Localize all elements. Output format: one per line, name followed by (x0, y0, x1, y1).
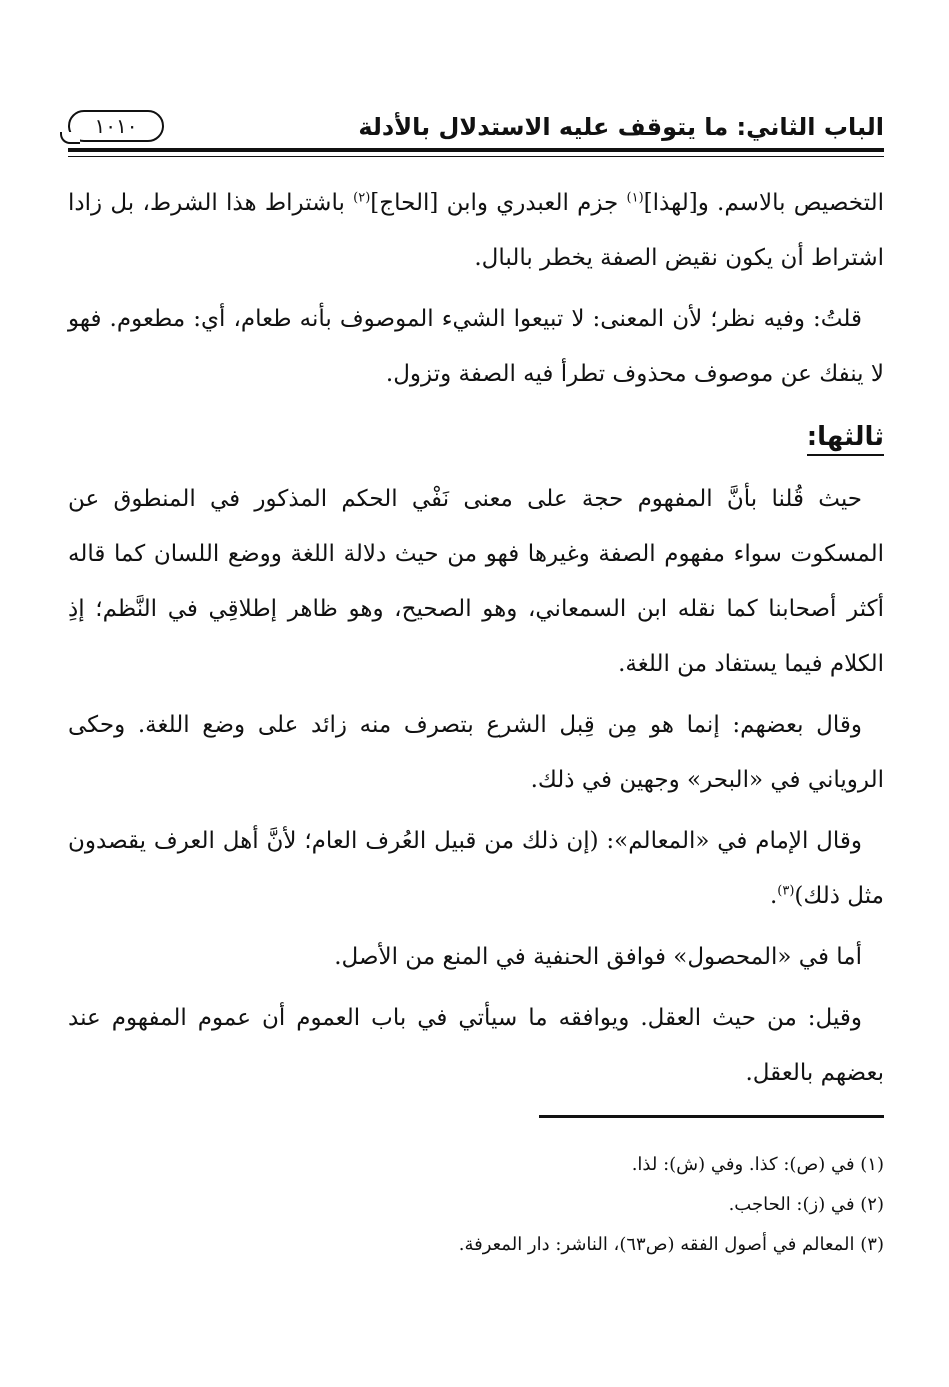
paragraph: قلتُ: وفيه نظر؛ لأن المعنى: لا تبيعوا الشيء الموصوف بأنه طعام، أي: مطعوم. فهو لا ينفك عن موصوف محذوف تطرأ فيه الصفة وتزول. (68, 306, 884, 387)
section-heading-text: ثالثها: (807, 422, 884, 456)
footnote-marker: (٣) (777, 883, 795, 899)
paragraph-text: التخصيص بالاسم. و[لهذا] (643, 190, 884, 216)
header-rule-thin (68, 156, 884, 157)
paragraph (68, 814, 884, 924)
footnote-separator (539, 1115, 884, 1118)
footnote: (٢) في (ز): الحاجب. (728, 1194, 884, 1215)
footnote-marker: (١) (626, 190, 644, 206)
paragraph-text: . (769, 883, 778, 909)
footnote: (١) في (ص): كذا. وفي (ش): لذا. (631, 1154, 884, 1175)
paragraph-text: وقال الإمام في «المعالم»: (إن ذلك من قبيل العُرف العام؛ لأنَّ أهل العرف يقصدون مثل ذلك) (68, 828, 884, 909)
footnote-marker: (٢) (353, 190, 371, 206)
section-heading (68, 408, 884, 466)
main-text (68, 176, 884, 1107)
footnotes (68, 1145, 884, 1265)
page-header (68, 90, 884, 140)
chapter-title: الباب الثاني: ما يتوقف عليه الاستدلال بالأدلة (358, 113, 884, 141)
paragraph: أما في «المحصول» فوافق الحنفية في المنع من الأصل. (334, 944, 862, 970)
page-number: ١٠١٠ (68, 110, 164, 142)
paragraph (68, 176, 884, 286)
paragraph: حيث قُلنا بأنَّ المفهوم حجة على معنى نَفْي الحكم المذكور في المنطوق عن المسكوت سواء مفهوم الصفة وغيرها فهو من حيث دلالة اللغة ووضع اللسان كما قاله أكثر أصحابنا كما نقله ابن السمعاني، وهو الصحيح، وهو ظاهر إطلاقِي في النَّظم؛ إذِ الكلام فيما يستفاد من اللغة. (68, 486, 884, 677)
footnote: (٣) المعالم في أصول الفقه (ص٦٣)، الناشر: دار المعرفة. (458, 1234, 884, 1255)
paragraph: وقيل: من حيث العقل. ويوافقه ما سيأتي في باب العموم أن عموم المفهوم عند بعضهم بالعقل. (68, 1005, 884, 1086)
paragraph: وقال بعضهم: إنما هو مِن قِبل الشرع بتصرف منه زائد على وضع اللغة. وحكى الروياني في «البحر» وجهين في ذلك. (68, 712, 884, 793)
header-rule-thick (68, 148, 884, 152)
book-page (68, 90, 884, 1320)
paragraph-text: جزم العبدري وابن [الحاج] (370, 190, 627, 216)
paragraph-text: باشتراط هذا الشرط، بل زادا اشتراط أن يكون نقيض الصفة يخطر بالبال. (68, 190, 884, 271)
